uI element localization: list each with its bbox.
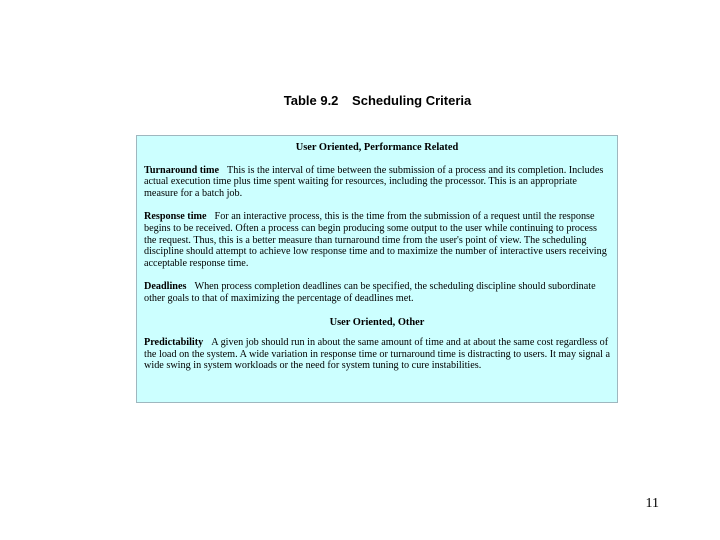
criterion-term: Predictability: [144, 337, 204, 349]
criterion-description: When process completion deadlines can be specified, the scheduling discipline should subordinate other goals to that of maximizing the percentage of deadlines met.: [144, 281, 596, 304]
criterion-description: For an interactive process, this is the time from the submission of a request until the response begins to be received. Often a process can begin producing some output to the user while continuing to process the request. Thus, this is a better measure than turnaround time from the user's point of view. The scheduling discipline should attempt to achieve low response time and to maximize the number of interactive users receiving acceptable response time.: [144, 211, 607, 269]
criterion-turnaround-time: [144, 165, 610, 200]
criterion-term: Deadlines: [144, 281, 187, 293]
criterion-deadlines: [144, 281, 610, 304]
page-number: 11: [645, 496, 659, 511]
criterion-description: This is the interval of time between the submission of a process and its completion. Includes actual execution time plus time spent waiting for resources, including the processor. This is an appropriate measure for a batch job.: [144, 164, 604, 199]
criterion-term: Response time: [144, 211, 207, 223]
criterion-predictability: [144, 337, 610, 372]
criterion-description: A given job should run in about the same amount of time and at about the same cost regardless of the load on the system. A wide variation in response time or turnaround time is distracting to users. It may signal a wide swing in system workloads or the need for system tuning to cure instabilities.: [144, 337, 610, 372]
table-number: Table 9.2: [283, 93, 339, 108]
table-title-text: Scheduling Criteria: [352, 93, 472, 108]
criteria-table: [136, 135, 618, 403]
criterion-response-time: [144, 211, 610, 269]
table-title: [0, 93, 720, 108]
section-heading-performance: User Oriented, Performance Related: [295, 142, 459, 153]
section-heading-other: User Oriented, Other: [329, 316, 425, 328]
criterion-term: Turnaround time: [144, 164, 220, 176]
